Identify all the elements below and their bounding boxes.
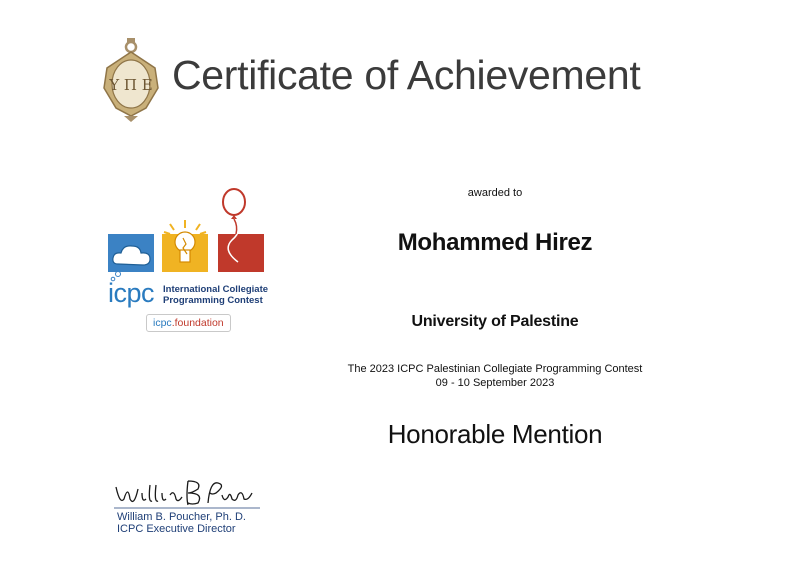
contest-dates: 09 - 10 September 2023 [435, 377, 555, 389]
icpc-logo-text [108, 278, 278, 308]
icpc-acronym: icpc [108, 278, 155, 308]
certificate-title: Certificate of Achievement [172, 52, 641, 98]
signer-name: William B. Poucher, Ph. D. [117, 511, 246, 523]
foundation-suffix: .foundation [171, 317, 224, 329]
seal-icon [100, 38, 162, 122]
awarded-to-label: awarded to [467, 187, 523, 199]
balloon-icon [218, 189, 264, 272]
lightbulb-icon [162, 220, 208, 272]
award-title: Honorable Mention [387, 419, 603, 449]
foundation-badge [146, 314, 231, 332]
icpc-logo-icon [106, 188, 266, 282]
signature-icon [112, 475, 262, 513]
icpc-name-line2: Programming Contest [163, 295, 263, 306]
recipient-name: Mohammed Hirez [397, 229, 593, 256]
icpc-name-line1: International Collegiate [163, 284, 269, 295]
signer-role: ICPC Executive Director [117, 523, 236, 535]
cloud-icon [108, 234, 154, 281]
contest-name: The 2023 ICPC Palestinian Collegiate Programming Contest [347, 363, 643, 375]
svg-text:Υ Π Ε: Υ Π Ε [109, 76, 153, 94]
university-name: University of Palestine [411, 313, 579, 330]
foundation-prefix: icpc [153, 317, 172, 329]
